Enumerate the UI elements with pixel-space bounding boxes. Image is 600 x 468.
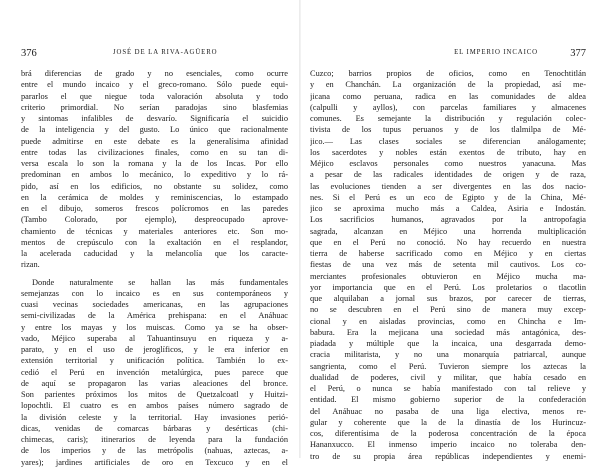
text-line: sangrienta, como el Perú. Tuvieron siempre los aztecas la (310, 361, 586, 371)
text-line: en el dibujo, someros frescos polícromos en las paredes (21, 204, 288, 213)
text-line: versa escala lo son la romana y la de los Incas. Por ello (21, 159, 288, 168)
text-line: gular y coherente que la de la dinastía de los Hurincuz- (310, 417, 586, 427)
text-line: semi-civilizadas de la América prehispana: en el Anáhuac (21, 311, 288, 321)
text-line: no se descubren en el Perú sino de manera muy excep- (310, 305, 586, 315)
text-line: el Perú, o nunca se había manifestado con tal relieve y (310, 384, 586, 393)
running-head: EL IMPERIO INCAICO (454, 49, 538, 56)
text-line: que en el Perú no conoció. No hay recuerdo en nuestra (310, 237, 586, 247)
right-page-body (310, 68, 586, 462)
text-line: parato, y en el uso de jeroglíficos, y le era inferior en (21, 345, 288, 354)
text-line: dualidad de poderes, civil y militar, que había cesado en (310, 372, 586, 382)
text-line: vado, Méjico superaba al Tahuantinsuyu en riqueza y a- (21, 333, 288, 343)
text-line: jicana como peruana, radica en las comunidades de aldea (310, 91, 586, 101)
text-line: los sacerdotes y nobles están exentos de tributo, hay en (310, 147, 586, 157)
text-line: Son parientes próximos los mitos de Quetzalcoatl y Huitzi- (21, 390, 288, 399)
text-line: la división celeste y la territorial. Hay invasiones perió- (21, 412, 288, 422)
text-line: cional y en aisladas provincias, como en Chincha e Im- (310, 316, 586, 326)
text-line: de la inteligencia y del gusto. Lo único que racionalmente (21, 125, 288, 135)
text-line: cos, diferentísima de la poderosa concentración de la época (310, 429, 586, 438)
right-page-header (310, 48, 586, 62)
text-line: nes. Si el Perú es un eco de Egipto y de la China, Mé- (310, 192, 586, 202)
text-line: y sintomas infalibles de desvarío. Significaría el suicidio (21, 114, 288, 123)
text-line: predominan en ambos lo mecánico, lo expeditivo y lo rá- (21, 170, 288, 180)
text-line: que alquilaban a jornal sus brazos, por carecer de tierras, (310, 294, 586, 303)
text-line: de aquí se propagaron las varias aleaciones del bronce. (21, 378, 288, 388)
left-page-header (21, 48, 288, 62)
text-line: a pesar de las radicales identidades de origen y de raza, (310, 170, 586, 180)
left-page (0, 0, 300, 467)
text-line: sagrada, alcanzan en Méjico una horrenda multiplicación (310, 226, 586, 236)
text-line: extensión territorial y unificación política. También lo ex- (21, 356, 288, 366)
text-line: chamiento de técnicas y materiales anteriores etc. Son mo- (21, 226, 288, 236)
text-line: lopochtli. El cuatro es en ambos países número sagrado de (21, 401, 288, 411)
text-line: tivista de los tupus peruanos y de los tlalmilpa de Mé- (310, 125, 586, 135)
text-line: merciantes profesionales obtuvieron en Méjico mucha ma- (310, 271, 586, 281)
text-line: cracia militarista, y no una monarquía patriarcal, aunque (310, 350, 586, 360)
text-line: en la cerámica de moldes y reminiscencias, lo estampado (21, 192, 288, 202)
page-number: 376 (21, 48, 37, 59)
left-page-body (21, 68, 288, 468)
text-line: mentos de crepúsculo con la exaltación en el resplandor, (21, 237, 288, 247)
text-line: entre todas las civilizaciones finales, como en su tan di- (21, 147, 288, 157)
text-line: de los imperios y de las metrópolis (nahuas, aztecas, a- (21, 446, 288, 456)
text-line: rizan. (21, 260, 40, 270)
text-line: Hananxucco. El inmenso imperio incaico no toleraba den- (310, 440, 586, 450)
text-line: las evoluciones tienden a ser divergentes en las dos nacio- (310, 181, 586, 191)
text-line: cedió el Perú en invención metalúrgica, pues parece que (21, 367, 288, 377)
text-line: tro de su propia área repúblicas independientes y enemi- (310, 451, 586, 461)
text-line: fiestas de una vez más de setenta mil cautivos. Los co- (310, 260, 586, 270)
text-line: entidad. El mismo gobierno superior de la confederación (310, 395, 586, 405)
text-line: comunes. Es semejante la distribución y regulación colec- (310, 114, 586, 123)
text-line: tierra de haberse sacrificado como en Méjico y en ciertas (310, 249, 586, 258)
text-line: entre el mundo incaico y el greco-romano. Sólo puede equi- (21, 80, 288, 90)
right-page (300, 0, 600, 461)
text-line: piadada y múltiple que la incaica, una desgarrada demo- (310, 339, 586, 348)
text-line: jico.— Las clases sociales se diferencian análogamente; (310, 136, 586, 146)
running-head: JOSÉ DE LA RIVA-AGÜERO (113, 49, 218, 56)
text-line: la acelerada caducidad y la melancolía que los caracte- (21, 249, 288, 258)
text-line: (calpulli y ayllos), con parcelas familiares y almacenes (310, 102, 586, 112)
text-line: (Tambo Colorado, por ejemplo), despreocupado aprove- (21, 215, 288, 225)
text-line: cuasi vecinas sociedades americanas, en las agrupaciones (21, 300, 288, 309)
text-line: y en Chanchán. La organización de la propiedad, así me- (310, 80, 586, 90)
text-line: Cuzco; barrios propios de oficios, como en Tenochtitlán (310, 69, 586, 78)
text-line: pido, así en los edificios, no obstante su solidez, como (21, 181, 288, 191)
text-line: yares); jardines artificiales de oro en Texcuco y en el (21, 457, 288, 467)
text-line: yor importancia que en el Perú. Los proletarios o tlacotlin (310, 282, 586, 292)
text-line: del Anáhuac no pasaba de una liga electiva, menos re- (310, 406, 586, 416)
page-number: 377 (570, 48, 586, 59)
text-line: criterio primordial. No serían paradojas sino blasfemias (21, 102, 288, 112)
text-line: Méjico esclavos personales como nuestros yanacuna. Mas (310, 159, 586, 168)
text-line: dicas, venidas de comarcas bárbaras y desérticas (chi- (21, 423, 288, 433)
text-line: y entre los mayas y los muiscas. Como ya se ha obser- (21, 322, 288, 332)
text-line: Los sacrificios humanos, agravados por la antropofagia (310, 215, 586, 225)
text-line: semejanzas con lo incaico es en sus contemporáneos y (21, 288, 288, 298)
text-line: babura. Era la mejicana una sociedad más antagónica, des- (310, 327, 586, 337)
text-line: brá diferencias de grado y no esenciales, como ocurre (21, 69, 288, 78)
text-line: puede admitirse en este debate es la generalísima afinidad (21, 136, 288, 146)
text-line: jico se aproxima mucho más a Caldea, Asiria e Indostán. (310, 204, 586, 213)
text-line: pararlos el que niegue toda valoración absoluta y todo (21, 91, 288, 101)
text-line: Donde naturalmente se hallan las más fundamentales (32, 277, 288, 287)
text-line: chimecas, caris); itinerarios de leyenda para la fundación (21, 435, 288, 444)
